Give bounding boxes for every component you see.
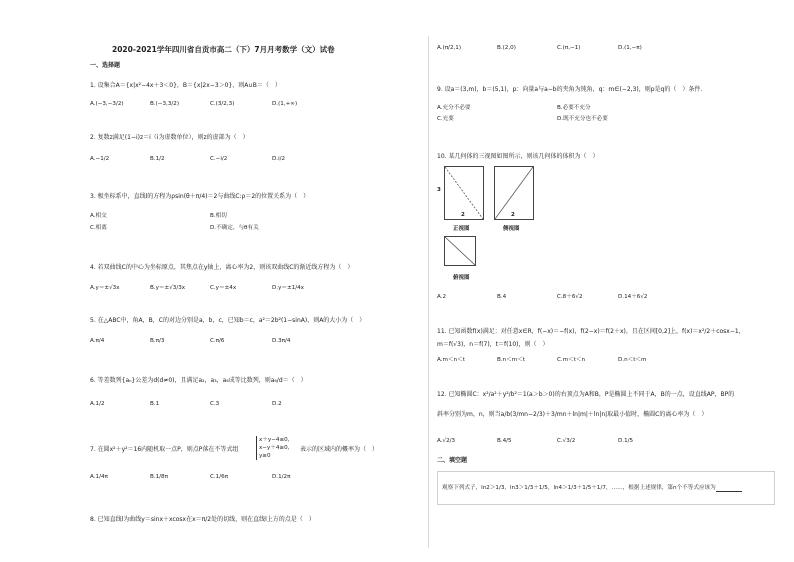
question-11-option-a: A.m＜n＜t [437,357,465,363]
question-7-stem: 7. 在圆x²＋y²＝16内随机取一点P，则点P落在不等式组 [90,446,239,453]
question-9-option-a: A.充分不必要 [437,105,471,111]
question-6-option-b: B.1 [150,401,160,407]
inequality-system [256,436,289,460]
question-8-option-c: C.(π,−1) [557,45,581,51]
question-3-option-a: A.相交 [90,213,107,219]
inequality-line-2: x−y＋4≥0, [259,445,290,451]
question-9-option-d: D.既不充分也不必要 [557,116,608,122]
question-8-option-d: D.(1,−π) [618,45,642,51]
question-9-option-b: B.必要不充分 [557,105,591,111]
question-11-stem-line-2: m＝f(√3)，n＝f(7)，t＝f(10)，则（ ） [437,341,549,348]
question-3-option-d: D.不确定，与θ有关 [210,225,259,231]
question-12-option-c: C.√3/2 [557,438,576,444]
top-view-diagonal [445,237,475,265]
question-11-option-b: B.n＜m＜t [497,357,525,363]
question-6-option-a: A.1/2 [90,401,105,407]
question-13-line [442,484,742,492]
page-title: 2020-2021学年四川省自贡市高二（下）7月月考数学（文）试卷 [112,45,335,54]
question-4-option-b: B.y＝±√3/3x [150,285,186,291]
question-3-stem: 3. 极坐标系中，直线l的方程为ρsin(θ＋π/4)＝2与曲线C:ρ＝2的位置关系为（ ） [90,193,310,200]
top-view-label: 俯视图 [453,275,470,281]
question-7-stem-tail: 表示的区域内的概率为（ ） [300,446,379,453]
top-view-figure [444,236,476,266]
section-heading-choice: 一、选择题 [90,62,121,69]
question-5-option-b: B.π/3 [150,338,165,344]
question-2-option-d: D.i/2 [272,156,286,162]
question-12-option-b: B.4/5 [497,438,512,444]
question-4-option-c: C.y＝±4x [210,285,237,291]
question-1-option-d: D.(1,+∞) [272,101,298,107]
question-6-option-c: C.3 [210,401,220,407]
question-3-option-b: B.相切 [210,213,227,219]
question-5-option-a: A.π/4 [90,338,105,344]
question-13-stem: 观察下列式子，ln2＞1/3，ln3＞1/3＋1/5，ln4＞1/3＋1/5＋1/7，……，根据上述规律，第n个不等式应该为 [442,485,716,491]
question-12-stem: 12. 已知椭圆C：x²/a²＋y²/b²＝1(a＞b＞0)的右顶点为A和B，P是椭圆上不同于A，B的一点，设直线AP，BP的 [437,391,735,398]
question-6-stem: 6. 等差数列{aₙ}公差为d(d≠0)，且满足a₂，a₃，a₆成等比数列，则a₆/d＝（ ） [90,377,307,384]
question-12-option-a: A.√2/3 [437,438,456,444]
question-10-option-d: D.14＋6√2 [618,294,648,300]
question-10-option-b: B.4 [497,294,507,300]
question-3-option-c: C.相离 [90,225,107,231]
question-8-stem: 8. 已知直线l为曲线y＝sinx＋xcosx在x＝π/2处的切线，则在直线l上方的点是（ ） [90,516,315,523]
question-7-option-c: C.1/6π [210,474,229,480]
question-2-stem: 2. 复数z满足(1−i)z＝i（i为虚数单位），则z的虚部为（ ） [90,134,249,141]
question-8-option-a: A.(π/2,1) [437,45,462,51]
inequality-line-1: x＋y−4≤0, [259,437,290,443]
front-view-height-label: 3 [437,187,441,193]
question-12-stem-line-2: 斜率分别为m，n，则当a/b(3/mn−2/3)＋3/mn＋ln|m|＋ln|n|取最小值时，椭圆C的离心率为（ ） [437,411,708,418]
question-7-option-b: B.1/8π [150,474,168,480]
question-1-option-b: B.(−3,3/2) [150,101,180,107]
question-2-option-a: A.−1/2 [90,156,110,162]
section-heading-fill: 二、填空题 [437,457,468,464]
question-2-option-b: B.1/2 [150,156,165,162]
question-12-option-d: D.1/5 [618,438,634,444]
question-10-option-a: A.2 [437,294,447,300]
question-7-option-d: D.1/2π [272,474,291,480]
side-view-width-label: 2 [511,212,515,218]
question-1-option-a: A.(−3,−3/2) [90,101,124,107]
front-view-label: 正视图 [453,226,470,232]
question-4-stem: 4. 若双曲线C的中心为坐标原点，其焦点在y轴上，离心率为2，则该双曲线C的渐近线方程为（ ） [90,264,354,271]
question-11-stem: 11. 已知函数f(x)满足：对任意x∈R，f(−x)＝−f(x)，f(2−x)＝f(2＋x)，且在区间[0,2]上，f(x)＝x²/2＋cosx−1， [437,328,745,335]
question-5-option-d: D.3π/4 [272,338,291,344]
answer-blank[interactable] [716,485,742,492]
question-6-option-d: D.2 [272,401,282,407]
question-11-option-c: C.m＜t＜n [557,357,586,363]
front-view-width-label: 2 [461,212,465,218]
question-13-box [437,471,775,505]
question-7-option-a: A.1/4π [90,474,108,480]
side-view-label: 侧视图 [503,226,520,232]
question-1-stem: 1. 设集合A＝{x|x²−4x＋3＜0}，B＝{x|2x−3＞0}，则A∪B＝（ ） [90,82,281,89]
question-10-option-c: C.8＋6√2 [557,294,583,300]
question-5-option-c: C.π/6 [210,338,225,344]
question-8-option-b: B.(2,0) [497,45,516,51]
column-divider [428,36,429,548]
question-4-option-d: D.y＝±1/4x [272,285,304,291]
question-4-option-a: A.y＝±√3x [90,285,120,291]
question-11-option-d: D.n＜t＜m [618,357,647,363]
question-10-stem: 10. 某几何体的三视图如图所示，则该几何体的体积为（ ） [437,153,599,160]
question-5-stem: 5. 在△ABC中，角A，B，C的对边分别是a，b，c，已知b＝c，a²＝2b²(1−sinA)，则A的大小为（ ） [90,317,366,324]
question-9-stem: 9. 设a＝(3,m)，b＝(5,1)，p：向量a与a−b的夹角为钝角，q：m∈(−2,3)，则p是q的（ ）条件. [437,86,703,93]
question-1-option-c: C.(3/2,3) [210,101,235,107]
question-9-option-c: C.充要 [437,116,454,122]
question-2-option-c: C.−i/2 [210,156,228,162]
inequality-line-3: y≥0 [259,453,271,459]
